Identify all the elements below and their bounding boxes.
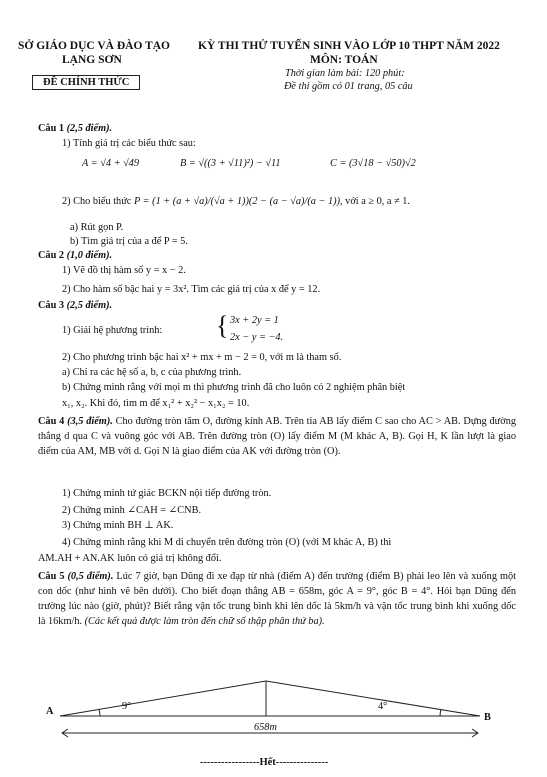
distance-label: 658m — [254, 722, 277, 733]
exam-time: Thời gian làm bài: 120 phút: — [285, 68, 405, 79]
q3-equation-2-text: 2x − y = −4 — [230, 332, 281, 343]
q4-title: Câu 4 — [38, 416, 65, 427]
q4-points: (3,5 điểm). — [67, 416, 113, 427]
angle-b-label: 4° — [378, 701, 388, 712]
q2-item1: 1) Vẽ đồ thị hàm số y = x − 2. — [62, 265, 186, 276]
q3-part-a: a) Chỉ ra các hệ số a, b, c của phương trình. — [62, 367, 242, 378]
q4-item1: 1) Chứng minh tứ giác BCKN nội tiếp đường tròn. — [62, 488, 272, 499]
downhill-line — [266, 681, 480, 716]
q1-part-a: a) Rút gọn P. — [70, 222, 124, 233]
q1-item2-prefix: 2) Cho biểu thức — [62, 196, 132, 207]
q3-points: (2,5 điểm). — [66, 300, 113, 311]
q1-item2-condition: , với a ≥ 0, a ≠ 1. — [340, 196, 410, 207]
q1-expr-p: P = (1 + (a + √a)/(√a + 1))(2 − (a − √a)/(a − 1)) — [133, 196, 341, 207]
q4-body: Cho đường tròn tâm O, đường kính AB. Trên tia AB lấy điểm C sao cho AC > AB. Dựng đường thẳng d qua C và vuông góc với AB. Trên đường tròn (O) lấy điểm M (M khác A, B). Gọi H, K lần lượt là giao điểm của AM, MB với d. Gọi N là giao điểm của AK với đường tròn (O). — [38, 416, 516, 457]
angle-b-arc — [440, 709, 441, 716]
q4-item3: 3) Chứng minh BH ⊥ AK. — [62, 520, 174, 531]
q5-body: Lúc 7 giờ, bạn Dũng đi xe đạp từ nhà (điểm A) đến trường (điểm B) phải leo lên và xuống một con dốc (như hình vẽ bên dưới). Cho biết đoạn thẳng AB = 658m, góc A = 9°, góc B = 4°. Hỏi bạn Dũng đến trường lúc nào (giờ, phút)? Biết rằng vận tốc trung bình khi lên dốc là 5km/h và vận tốc trung bình khi xuống dốc là 16km/h. — [38, 571, 516, 627]
q5-rounding-note: (Các kết quả được làm tròn đến chữ số thập phân thứ ba). — [84, 616, 325, 627]
q1-item1: 1) Tính giá trị các biểu thức sau: — [62, 138, 196, 149]
q1-part-b: b) Tìm giá trị của a để P = 5. — [70, 236, 188, 247]
page-count: Đề thi gồm có 01 trang, 05 câu — [284, 81, 413, 92]
angle-a-label: 9° — [122, 701, 132, 712]
end-marker: -----------------Hết--------------- — [200, 757, 329, 768]
q2-title: Câu 2 — [38, 250, 65, 261]
official-badge: ĐỀ CHÍNH THỨC — [32, 75, 140, 90]
q5-title: Câu 5 — [38, 571, 65, 582]
angle-a-arc — [99, 709, 100, 716]
q1-points: (2,5 điểm). — [66, 123, 113, 134]
q3-equation-end: . — [280, 332, 284, 343]
subject-title: MÔN: TOÁN — [310, 54, 378, 66]
q1-expr-b: B = √((3 + √11)²) − √11 — [180, 158, 281, 169]
q2-points: (1,0 điểm). — [66, 250, 113, 261]
q3-item2: 2) Cho phương trình bậc hai x² + mx + m − 2 = 0, với m là tham số. — [62, 352, 342, 363]
system-brace: { — [216, 311, 229, 340]
q3-part-b-line1: b) Chứng minh rằng với mọi m thì phương trình đã cho luôn có 2 nghiệm phân biệt — [62, 382, 406, 393]
q3-part-b-line2: x₁, x₂. Khi đó, tìm m để x₁² + x₂² − x₁x₂ = 10. — [62, 398, 250, 409]
q1-title: Câu 1 — [38, 123, 65, 134]
point-a-label: A — [46, 706, 54, 717]
q5-points: (0,5 điểm). — [67, 571, 114, 582]
q2-item2: 2) Cho hàm số bậc hai y = 3x². Tìm các giá trị của x để y = 12. — [62, 284, 321, 295]
q3-equation-1: 3x + 2y = 1 — [230, 315, 279, 326]
q4-item4-line1: 4) Chứng minh rằng khi M di chuyển trên đường tròn (O) (với M khác A, B) thì — [62, 537, 392, 548]
department-name: SỞ GIÁO DỤC VÀ ĐÀO TẠO — [18, 40, 170, 52]
province-name: LẠNG SƠN — [62, 54, 122, 66]
q3-item1: 1) Giải hệ phương trình: — [62, 325, 163, 336]
q4-item2: 2) Chứng minh ∠CAH = ∠CNB. — [62, 505, 202, 516]
q1-expr-c: C = (3√18 − √50)√2 — [330, 158, 416, 169]
exam-title: KỲ THI THỬ TUYỂN SINH VÀO LỚP 10 THPT NĂM 2022 — [198, 40, 500, 52]
q1-expr-a: A = √4 + √49 — [82, 158, 140, 169]
point-b-label: B — [484, 712, 491, 723]
uphill-line — [60, 681, 266, 716]
q4-item4-line2: AM.AH + AN.AK luôn có giá trị không đổi. — [38, 553, 222, 564]
q3-title: Câu 3 — [38, 300, 65, 311]
